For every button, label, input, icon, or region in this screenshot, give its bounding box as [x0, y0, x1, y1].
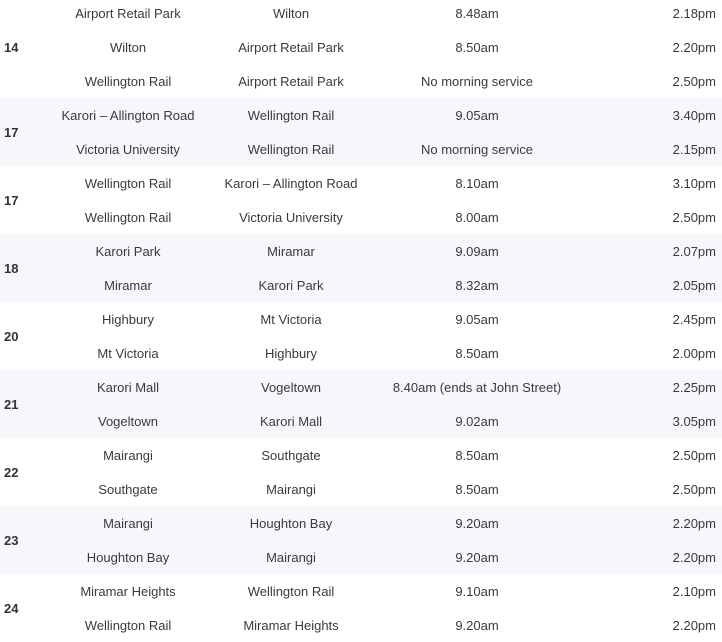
to-stop: Wellington Rail: [247, 107, 335, 123]
afternoon-time: 2.15pm: [672, 141, 716, 157]
route-group: [0, 166, 722, 234]
from-stop: Wellington Rail: [84, 209, 172, 225]
from-stop: Southgate: [98, 481, 158, 497]
route-group: [0, 438, 722, 506]
to-stop: Houghton Bay: [249, 515, 333, 531]
from-stop: Houghton Bay: [86, 549, 170, 565]
route-number: 18: [4, 260, 19, 276]
afternoon-time: 2.05pm: [672, 277, 716, 293]
morning-time: 8.50am: [455, 39, 499, 55]
morning-time: 8.50am: [455, 447, 499, 463]
to-stop: Highbury: [264, 345, 318, 361]
route-number: 14: [4, 39, 19, 55]
from-stop: Highbury: [101, 311, 155, 327]
afternoon-time: 3.10pm: [672, 175, 716, 191]
afternoon-time: 2.00pm: [672, 345, 716, 361]
route-group: [0, 0, 722, 98]
afternoon-time: 2.20pm: [672, 515, 716, 531]
afternoon-time: 2.25pm: [672, 379, 716, 395]
to-stop: Miramar: [267, 243, 315, 259]
from-stop: Karori Park: [95, 243, 161, 259]
afternoon-time: 2.07pm: [672, 243, 716, 259]
morning-time: 9.20am: [455, 549, 499, 565]
from-stop: Wilton: [109, 39, 147, 55]
to-stop: Karori Mall: [259, 413, 323, 429]
morning-time: 8.32am: [455, 277, 499, 293]
afternoon-time: 3.40pm: [672, 107, 716, 123]
to-stop: Wilton: [272, 5, 310, 21]
route-group: [0, 98, 722, 166]
afternoon-time: 2.50pm: [672, 481, 716, 497]
morning-time: 8.48am: [455, 5, 499, 21]
morning-time: 9.05am: [455, 311, 499, 327]
morning-time: No morning service: [421, 141, 533, 157]
route-number: 17: [4, 192, 19, 208]
from-stop: Airport Retail Park: [75, 5, 181, 21]
afternoon-time: 2.50pm: [672, 447, 716, 463]
route-group: [0, 370, 722, 438]
route-number: 23: [4, 532, 19, 548]
afternoon-time: 2.45pm: [672, 311, 716, 327]
from-stop: Miramar Heights: [80, 583, 176, 599]
afternoon-time: 2.20pm: [672, 549, 716, 565]
from-stop: Karori – Allington Road: [61, 107, 195, 123]
morning-time: No morning service: [421, 73, 533, 89]
morning-time: 9.09am: [455, 243, 499, 259]
to-stop: Southgate: [261, 447, 321, 463]
to-stop: Airport Retail Park: [238, 73, 344, 89]
from-stop: Vogeltown: [98, 413, 158, 429]
route-number: 22: [4, 464, 19, 480]
route-number: 20: [4, 328, 19, 344]
to-stop: Wellington Rail: [247, 141, 335, 157]
to-stop: Mairangi: [266, 549, 316, 565]
morning-time: 8.40am (ends at John Street): [392, 379, 562, 395]
morning-time: 8.50am: [455, 345, 499, 361]
morning-time: 9.05am: [455, 107, 499, 123]
from-stop: Wellington Rail: [84, 617, 172, 633]
to-stop: Victoria University: [239, 209, 343, 225]
to-stop: Karori Park: [258, 277, 324, 293]
to-stop: Karori – Allington Road: [224, 175, 358, 191]
afternoon-time: 2.20pm: [672, 617, 716, 633]
afternoon-time: 3.05pm: [672, 413, 716, 429]
from-stop: Victoria University: [76, 141, 180, 157]
from-stop: Mairangi: [103, 447, 153, 463]
afternoon-time: 2.50pm: [672, 73, 716, 89]
to-stop: Wellington Rail: [247, 583, 335, 599]
morning-time: 8.50am: [455, 481, 499, 497]
morning-time: 9.10am: [455, 583, 499, 599]
from-stop: Miramar: [104, 277, 152, 293]
to-stop: Airport Retail Park: [238, 39, 344, 55]
route-group: [0, 234, 722, 302]
to-stop: Mairangi: [266, 481, 316, 497]
afternoon-time: 2.50pm: [672, 209, 716, 225]
route-number: 21: [4, 396, 19, 412]
morning-time: 9.20am: [455, 515, 499, 531]
morning-time: 8.10am: [455, 175, 499, 191]
morning-time: 9.02am: [455, 413, 499, 429]
from-stop: Karori Mall: [96, 379, 160, 395]
to-stop: Vogeltown: [261, 379, 321, 395]
from-stop: Wellington Rail: [84, 73, 172, 89]
morning-time: 8.00am: [455, 209, 499, 225]
afternoon-time: 2.20pm: [672, 39, 716, 55]
afternoon-time: 2.10pm: [672, 583, 716, 599]
route-group: [0, 574, 722, 642]
from-stop: Mairangi: [103, 515, 153, 531]
morning-time: 9.20am: [455, 617, 499, 633]
to-stop: Miramar Heights: [243, 617, 339, 633]
from-stop: Mt Victoria: [97, 345, 159, 361]
route-group: [0, 302, 722, 370]
from-stop: Wellington Rail: [84, 175, 172, 191]
afternoon-time: 2.18pm: [672, 5, 716, 21]
route-number: 17: [4, 124, 19, 140]
to-stop: Mt Victoria: [260, 311, 322, 327]
route-number: 24: [4, 600, 19, 616]
route-group: [0, 506, 722, 574]
